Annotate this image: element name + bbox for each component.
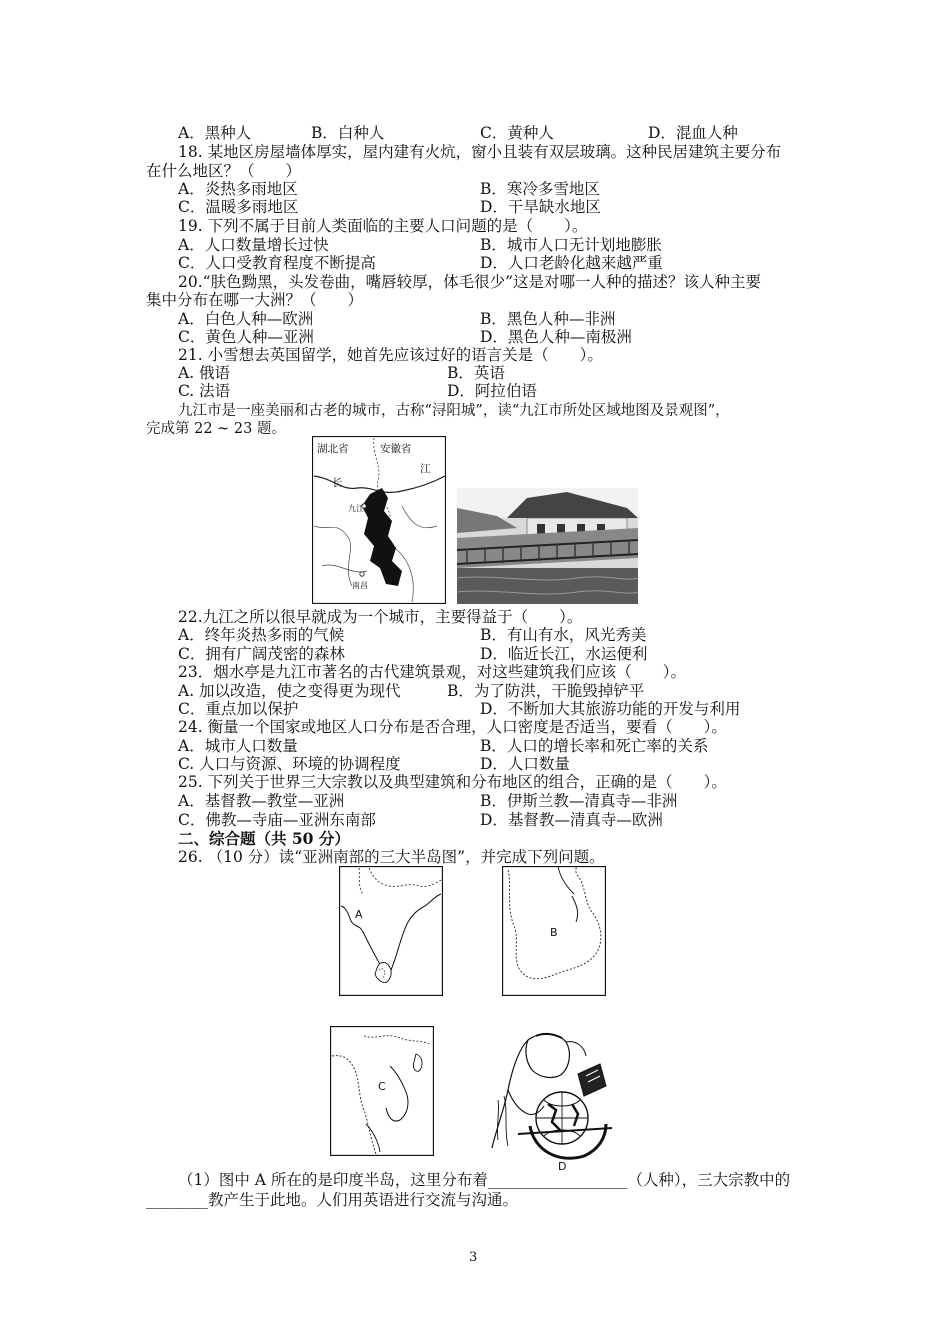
map-label-jiang: 江 (420, 463, 431, 475)
q22-option-a: A．终年炎热多雨的气候 (178, 626, 345, 644)
map-label-chang: 长 (332, 477, 343, 489)
figure-d-scholar-with-globe (488, 1030, 618, 1172)
q24-option-c: C. 人口与资源、环境的协调程度 (178, 755, 401, 773)
q24-stem: 24. 衡量一个国家或地区人口分布是否合理，人口密度是否适当，要看（ ）。 (178, 718, 727, 736)
q18-option-b: B．寒冷多雪地区 (480, 180, 600, 198)
intro-22-23-line2: 完成第 22 ~ 23 题。 (146, 421, 286, 437)
q18-option-c: C．温暖多雨地区 (178, 198, 299, 216)
q22-option-c: C．拥有广阔茂密的森林 (178, 645, 345, 663)
q23-option-d: D．不断加大其旅游功能的开发与利用 (480, 700, 741, 718)
q26-part1-line1: （1）图中 A 所在的是印度半岛，这里分布着__________________（人种），三大宗教中的 (178, 1171, 791, 1189)
q22-option-d: D．临近长江，水运便利 (480, 645, 648, 663)
q25-option-c: C．佛教—寺庙—亚洲东南部 (178, 811, 376, 829)
peninsula-map-a (339, 866, 443, 996)
q19-stem: 19. 下列不属于目前人类面临的主要人口问题的是（ ）。 (178, 217, 588, 235)
q25-option-a: A．基督教—教堂—亚洲 (178, 792, 345, 810)
map-label-hubei: 湖北省 (317, 443, 349, 455)
q21-option-b: B．英语 (447, 364, 505, 382)
q26-stem: 26. （10 分）读“亚洲南部的三大半岛图”，并完成下列问题。 (178, 848, 605, 866)
q19-option-c: C．人口受教育程度不断提高 (178, 254, 376, 272)
q23-option-c: C．重点加以保护 (178, 700, 299, 718)
section-2-title: 二、综合题（共 50 分） (178, 829, 350, 848)
map-label-nanchang: 南昌 (352, 581, 368, 590)
q24-option-d: D．人口数量 (480, 755, 570, 773)
q21-option-c: C. 法语 (178, 382, 231, 400)
q19-option-d: D．人口老龄化越来越严重 (480, 254, 663, 272)
map-label-b: B (550, 926, 558, 939)
q21-stem: 21. 小雪想去英国留学，她首先应该过好的语言关是（ ）。 (178, 346, 603, 364)
q17-option-c: C．黄种人 (480, 124, 554, 142)
map-label-c: C (378, 1080, 386, 1093)
q25-stem: 25. 下列关于世界三大宗教以及典型建筑和分布地区的组合，正确的是（ ）。 (178, 773, 727, 791)
q23-option-b: B．为了防洪，干脆毁掉铲平 (447, 682, 645, 700)
yanshui-pavilion-photo (457, 488, 638, 604)
map-label-anhui: 安徽省 (380, 443, 412, 455)
q18-stem-line1: 18. 某地区房屋墙体厚实，屋内建有火炕，窗小且装有双层玻璃。这种民居建筑主要分布 (178, 143, 782, 161)
q20-option-a: A．白色人种—欧洲 (178, 310, 314, 328)
jiujiang-region-map (312, 436, 446, 604)
q23-option-a: A. 加以改造，使之变得更为现代 (178, 682, 401, 700)
peninsula-map-c (330, 1026, 434, 1156)
q20-option-b: B．黑色人种—非洲 (480, 310, 616, 328)
q20-option-d: D．黑色人种—南极洲 (480, 328, 632, 346)
q20-option-c: C．黄色人种—亚洲 (178, 328, 314, 346)
q17-option-d: D．混血人种 (648, 124, 738, 142)
page-number: 3 (469, 1250, 478, 1265)
q18-option-d: D．干旱缺水地区 (480, 198, 601, 216)
q26-part1-line2: ________教产生于此地。人们用英语进行交流与沟通。 (146, 1191, 519, 1209)
intro-22-23-line1: 九江市是一座美丽和古老的城市，古称“浔阳城”，读“九江市所处区域地图及景观图”， (178, 403, 730, 419)
map-label-jiujiang: 九江 (348, 504, 364, 513)
q21-option-d: D．阿拉伯语 (447, 382, 537, 400)
q22-option-b: B．有山有水，风光秀美 (480, 626, 647, 644)
q20-stem-line1: 20.“肤色黝黑，头发卷曲，嘴唇较厚，体毛很少”这是对哪一人种的描述？该人种主要 (178, 273, 762, 291)
q17-option-b: B．白种人 (311, 124, 385, 142)
map-label-d: D (558, 1160, 567, 1172)
peninsula-map-b (502, 866, 606, 996)
q23-stem: 23．烟水亭是九江市著名的古代建筑景观，对这些建筑我们应该（ ）。 (178, 663, 686, 681)
q21-option-a: A. 俄语 (178, 364, 231, 382)
map-label-a: A (355, 908, 363, 921)
q19-option-a: A．人口数量增长过快 (178, 236, 329, 254)
q19-option-b: B．城市人口无计划地膨胀 (480, 236, 662, 254)
q24-option-b: B．人口的增长率和死亡率的关系 (480, 737, 709, 755)
q25-option-d: D．基督教—清真寺—欧洲 (480, 811, 663, 829)
q20-stem-line2: 集中分布在哪一大洲？（ ） (146, 291, 364, 309)
q25-option-b: B．伊斯兰教—清真寺—非洲 (480, 792, 678, 810)
q18-stem-line2: 在什么地区？（ ） (146, 162, 302, 180)
q24-option-a: A．城市人口数量 (178, 737, 298, 755)
q22-stem: 22.九江之所以很早就成为一个城市，主要得益于（ ）。 (178, 608, 583, 626)
q17-option-a: A．黑种人 (178, 124, 252, 142)
q18-option-a: A．炎热多雨地区 (178, 180, 298, 198)
